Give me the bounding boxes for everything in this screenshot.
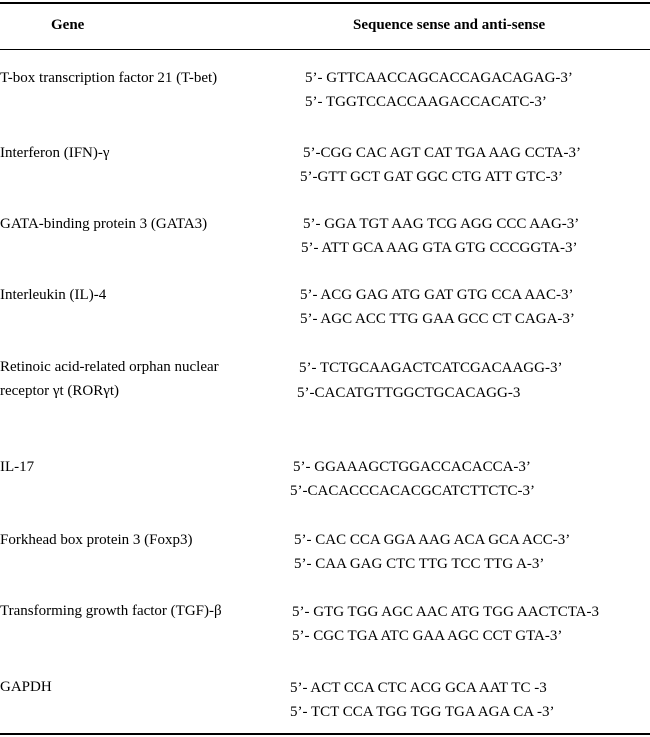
row-antisense-gapdh: 5’- TCT CCA TGG TGG TGA AGA CA -3’ [290, 704, 555, 720]
row-gene-tgfb: Transforming growth factor (TGF)-β [0, 603, 222, 619]
row-sense-il17: 5’- GGAAAGCTGGACCACACCA-3’ [293, 459, 531, 475]
row-antisense-il4: 5’- AGC ACC TTG GAA GCC CT CAGA-3’ [300, 311, 575, 327]
row-sense-gapdh: 5’- ACT CCA CTC ACG GCA AAT TC -3 [290, 680, 547, 696]
row-gene-gata3: GATA-binding protein 3 (GATA3) [0, 216, 208, 232]
row-sense-ifn: 5’-CGG CAC AGT CAT TGA AAG CCTA-3’ [303, 145, 581, 161]
row-antisense-tgfb: 5’- CGC TGA ATC GAA AGC CCT GTA-3’ [292, 628, 563, 644]
row-antisense-rorgt: 5’-CACATGTTGGCTGCACAGG-3 [297, 385, 521, 401]
header-sequence: Sequence sense and anti-sense [353, 17, 546, 33]
row-gene-rorgt-line1: Retinoic acid-related orphan nuclear [0, 359, 219, 375]
row-gene-ifn: Interferon (IFN)-γ [0, 145, 110, 161]
row-sense-tbet: 5’- GTTCAACCAGCACCAGACAGAG-3’ [305, 70, 573, 86]
table-bottom-rule [0, 733, 650, 735]
row-antisense-gata3: 5’- ATT GCA AAG GTA GTG CCCGGTA-3’ [301, 240, 578, 256]
row-antisense-foxp3: 5’- CAA GAG CTC TTG TCC TTG A-3’ [294, 556, 545, 572]
row-sense-il4: 5’- ACG GAG ATG GAT GTG CCA AAC-3’ [300, 287, 574, 303]
header-gene: Gene [51, 17, 85, 33]
row-gene-rorgt-line2: receptor γt (RORγt) [0, 383, 120, 399]
row-gene-il4: Interleukin (IL)-4 [0, 287, 107, 303]
row-antisense-ifn: 5’-GTT GCT GAT GGC CTG ATT GTC-3’ [300, 169, 564, 185]
row-gene-foxp3: Forkhead box protein 3 (Foxp3) [0, 532, 193, 548]
table-header-rule [0, 49, 650, 50]
row-antisense-il17: 5’-CACACCCACACGCATCTTCTC-3’ [290, 483, 536, 499]
row-sense-rorgt: 5’- TCTGCAAGACTCATCGACAAGG-3’ [299, 360, 563, 376]
row-sense-tgfb: 5’- GTG TGG AGC AAC ATG TGG AACTCTA-3 [292, 604, 600, 620]
table-top-rule [0, 2, 650, 4]
row-gene-il17: IL-17 [0, 459, 35, 475]
row-antisense-tbet: 5’- TGGTCCACCAAGACCACATC-3’ [305, 94, 547, 110]
row-gene-gapdh: GAPDH [0, 679, 52, 695]
row-sense-foxp3: 5’- CAC CCA GGA AAG ACA GCA ACC-3’ [294, 532, 571, 548]
row-gene-tbet: T-box transcription factor 21 (T-bet) [0, 70, 218, 86]
row-sense-gata3: 5’- GGA TGT AAG TCG AGG CCC AAG-3’ [303, 216, 580, 232]
